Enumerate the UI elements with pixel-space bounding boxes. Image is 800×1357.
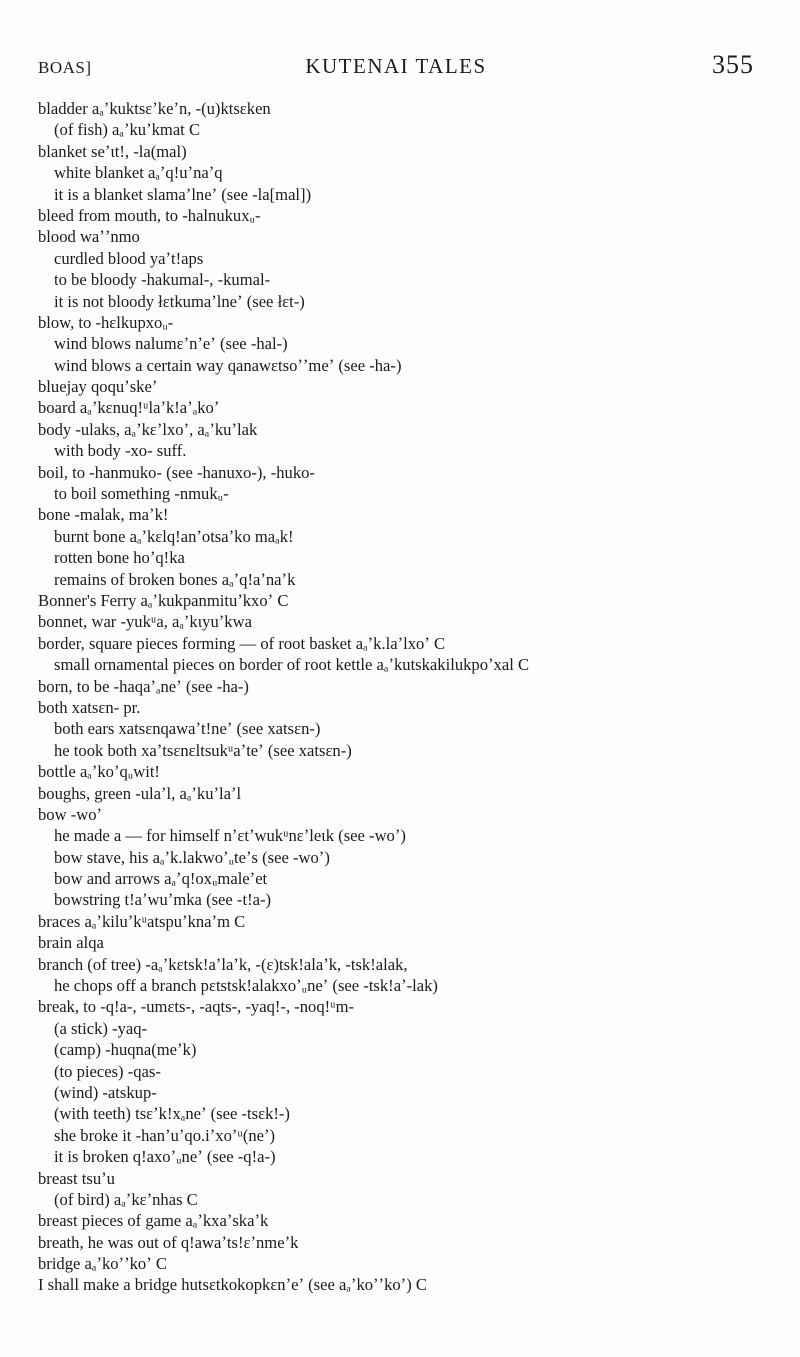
sub-entry-line: (with teeth) tsɛʼk!xₐneʼ (see -tsɛk!-) [54, 1104, 290, 1124]
entry-line: blow, to -hɛlkupxoᵤ- [38, 312, 174, 332]
entry-line: blanket seʼɩt!, -la(mal) [38, 141, 187, 161]
entry-line: breast tsuʼu [38, 1168, 115, 1188]
sub-entry-line: (camp) -huqna(meʼk) [54, 1040, 197, 1060]
sub-entry-line: white blanket aₐʼq!uʼnaʼq [54, 163, 223, 183]
sub-entry-line: it is broken q!axoʼᵤneʼ (see -q!a-) [54, 1147, 276, 1167]
entry-line: born, to be -haqaʼₐneʼ (see -ha-) [38, 676, 249, 696]
sub-entry-line: she broke it -hanʼuʼqo.iʼxoʼᵘ(neʼ) [54, 1125, 276, 1145]
entry-line: I shall make a bridge hutsɛtkokopkɛnʼeʼ (see aₐʼkoʼʼkoʼ) C [38, 1275, 427, 1295]
entry-line: breath, he was out of q!awaʼts!ɛʼnmeʼk [38, 1232, 299, 1252]
sub-entry-line: it is a blanket slamaʼlneʼ (see -la[mal]) [54, 184, 312, 204]
sub-entry-line: he made a — for himself nʼɛtʼwukᵘnɛʼleɩk (see -woʼ) [54, 826, 406, 846]
sub-entry-line: with body -xo- suff. [54, 441, 187, 461]
sub-entry-line: (to pieces) -qas- [54, 1061, 161, 1081]
entry-line: bone -malak, maʼk! [38, 505, 169, 525]
entry-line: bonnet, war -yukᵘa, aₐʼkɩyuʼkwa [38, 612, 252, 632]
entry-line: bottle aₐʼkoʼqᵤwit! [38, 762, 160, 782]
entry-line: bleed from mouth, to -halnukuxᵤ- [38, 205, 261, 225]
entry-line: board aₐʼkɛnuq!ᵘlaʼk!aʼₐkoʼ [38, 398, 220, 418]
entry-line: bridge aₐʼkoʼʼkoʼ C [38, 1254, 167, 1274]
page-number: 355 [712, 50, 754, 79]
sub-entry-line: rotten bone hoʼq!ka [54, 548, 185, 568]
sub-entry-line: remains of broken bones aₐʼq!aʼnaʼk [54, 569, 296, 589]
entry-line: boughs, green -ulaʼl, aₐʼkuʼlaʼl [38, 783, 242, 803]
entry-line: Bonner's Ferry aₐʼkukpanmituʼkxoʼ C [38, 590, 289, 610]
sub-entry-line: both ears xatsɛnqawaʼt!neʼ (see xatsɛn-) [54, 719, 321, 739]
sub-entry-line: (wind) -atskup- [54, 1082, 157, 1102]
entry-line: blood waʼʼnmo [38, 227, 140, 247]
sub-entry-line: to boil something -nmukᵤ- [54, 484, 229, 504]
sub-entry-line: wind blows a certain way qanawɛtsoʼʼmeʼ (see -ha-) [54, 355, 402, 375]
sub-entry-line: (of bird) aₐʼkɛʼnhas C [54, 1189, 198, 1209]
entry-line: boil, to -hanmuko- (see -hanuxo-), -huko- [38, 462, 315, 482]
running-head-title: KUTENAI TALES [305, 54, 487, 78]
entry-line: branch (of tree) -aₐʼkɛtsk!aʼlaʼk, -(ɛ)tsk!alaʼk, -tsk!alak, [38, 954, 408, 974]
entry-line: brain alqa [38, 933, 104, 953]
sub-entry-line: burnt bone aₐʼkɛlq!anʼotsaʼko maₐk! [54, 526, 294, 546]
entry-line: bladder aₐʼkuktsɛʼkeʼn, -(u)ktsɛken [38, 99, 271, 118]
sub-entry-line: bowstring t!aʼwuʼmka (see -t!a-) [54, 890, 272, 910]
entry-line: body -ulaks, aₐʼkɛʼlxoʼ, aₐʼkuʼlak [38, 419, 258, 439]
entry-line: bluejay qoquʼskeʼ [38, 377, 158, 397]
entry-line: break, to -q!a-, -umɛts-, -aqts-, -yaq!-, -noq!ᵘm- [38, 997, 355, 1017]
running-head-author: BOAS] [38, 58, 92, 77]
entry-line: braces aₐʼkiluʼkᵘatspuʼknaʼm C [38, 911, 246, 931]
sub-entry-line: to be bloody -hakumal-, -kumal- [54, 270, 271, 290]
sub-entry-line: it is not bloody łɛtkumaʼlneʼ (see łɛt-) [54, 291, 305, 311]
sub-entry-line: (of fish) aₐʼkuʼkmat C [54, 120, 201, 140]
entry-line: breast pieces of game aₐʼkxaʼskaʼk [38, 1211, 269, 1231]
sub-entry-line: bow and arrows aₐʼq!oxᵤmaleʼet [54, 869, 268, 889]
entry-line: both xatsɛn- pr. [38, 697, 141, 717]
sub-entry-line: small ornamental pieces on border of root kettle aₐʼkutskakilukpoʼxal C [54, 655, 530, 675]
page-header [38, 48, 754, 84]
sub-entry-line: he chops off a branch pɛtstsk!alakxoʼᵤneʼ (see -tsk!aʼ-lak) [54, 976, 438, 996]
sub-entry-line: he took both xaʼtsɛnɛltsukᵘaʼteʼ (see xatsɛn-) [54, 740, 352, 760]
sub-entry-line: bow stave, his aₐʼk.lakwoʼᵤteʼs (see -woʼ) [54, 847, 330, 867]
entry-line: border, square pieces forming — of root basket aₐʼk.laʼlxoʼ C [38, 633, 446, 653]
sub-entry-line: (a stick) -yaq- [54, 1018, 148, 1038]
vocabulary-entries [38, 98, 778, 1296]
entry-line: bow -woʼ [38, 804, 103, 824]
sub-entry-line: curdled blood yaʼt!aps [54, 248, 204, 268]
sub-entry-line: wind blows nalumɛʼnʼeʼ (see -hal-) [54, 334, 288, 354]
